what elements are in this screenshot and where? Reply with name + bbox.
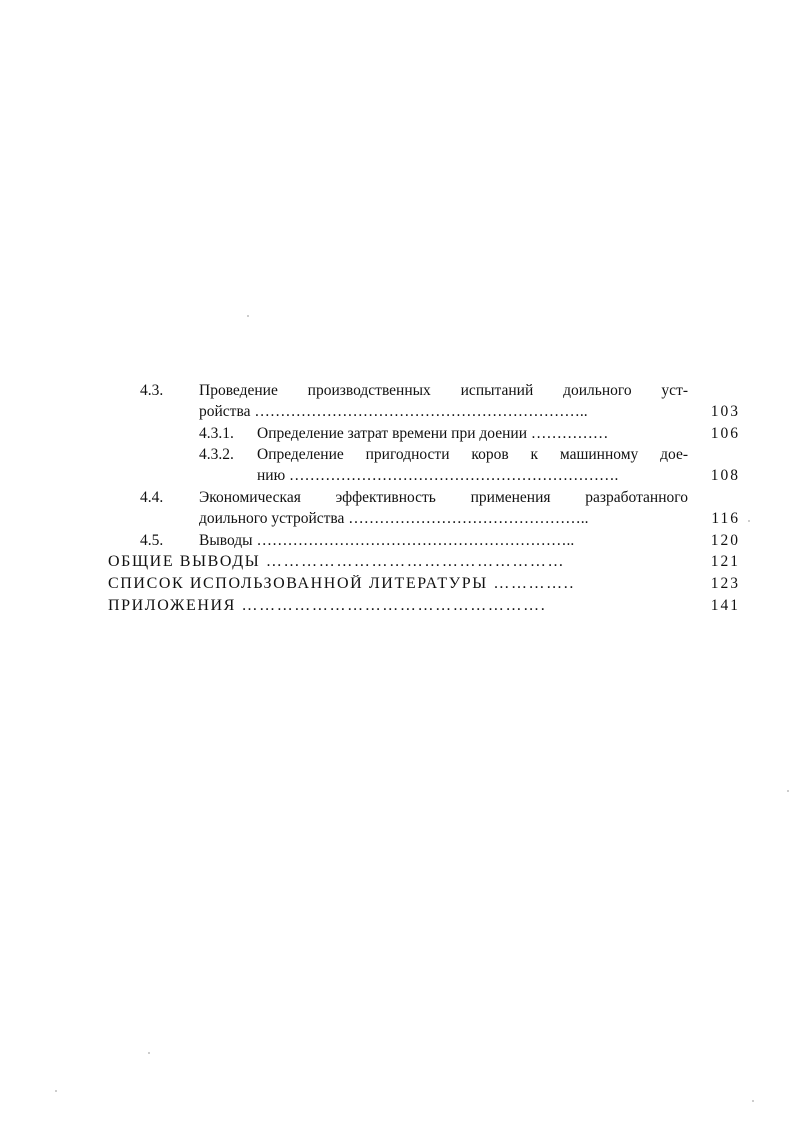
scan-speck — [787, 790, 789, 792]
entry-4-4-number: 4.4. — [140, 489, 164, 506]
entry-general-conclusions-page: 121 — [710, 553, 740, 570]
entry-4-3-page: 103 — [710, 403, 740, 420]
entry-4-5-page: 120 — [710, 532, 740, 549]
entry-4-3-1-title: Определение затрат времени при доении …………… — [257, 425, 609, 442]
entry-4-3-number: 4.3. — [140, 382, 164, 399]
entry-4-3-1-number: 4.3.1. — [199, 425, 234, 442]
scan-speck — [752, 1100, 754, 1102]
entry-4-5-title: Выводы …………………………………………………….. — [199, 532, 575, 549]
scan-speck — [148, 1052, 150, 1054]
scan-speck — [247, 315, 249, 317]
entry-4-4-title-line2: доильного устройства ……………………………………….. — [199, 510, 589, 527]
scan-speck — [55, 1090, 57, 1092]
entry-references-page: 123 — [710, 575, 740, 592]
entry-4-3-2-page: 108 — [710, 467, 740, 484]
entry-4-4-page: 116 — [711, 510, 740, 527]
entry-4-3-2-title-line1: Определение пригодности коров к машинному дое- — [257, 446, 688, 463]
entry-4-3-1-page: 106 — [710, 425, 740, 442]
entry-general-conclusions: ОБЩИЕ ВЫВОДЫ …………………………………………… — [108, 553, 566, 570]
entry-4-3-2-number: 4.3.2. — [199, 446, 234, 463]
entry-appendices-page: 141 — [710, 597, 740, 614]
entry-4-3-title-line1: Проведение производственных испытаний доильного уст- — [199, 382, 688, 399]
entry-references: СПИСОК ИСПОЛЬЗОВАННОЙ ЛИТЕРАТУРЫ ………….. — [108, 575, 575, 592]
entry-4-3-title-line2: ройства ……………………………………………………….. — [199, 403, 588, 420]
scan-speck — [748, 520, 750, 522]
entry-4-4-title-line1: Экономическая эффективность применения разработанного — [199, 489, 688, 506]
entry-4-5-number: 4.5. — [140, 532, 164, 549]
entry-appendices: ПРИЛОЖЕНИЯ ……………………………………………. — [108, 597, 547, 614]
entry-4-3-2-title-line2: нию ………………………………………………………. — [257, 467, 619, 484]
